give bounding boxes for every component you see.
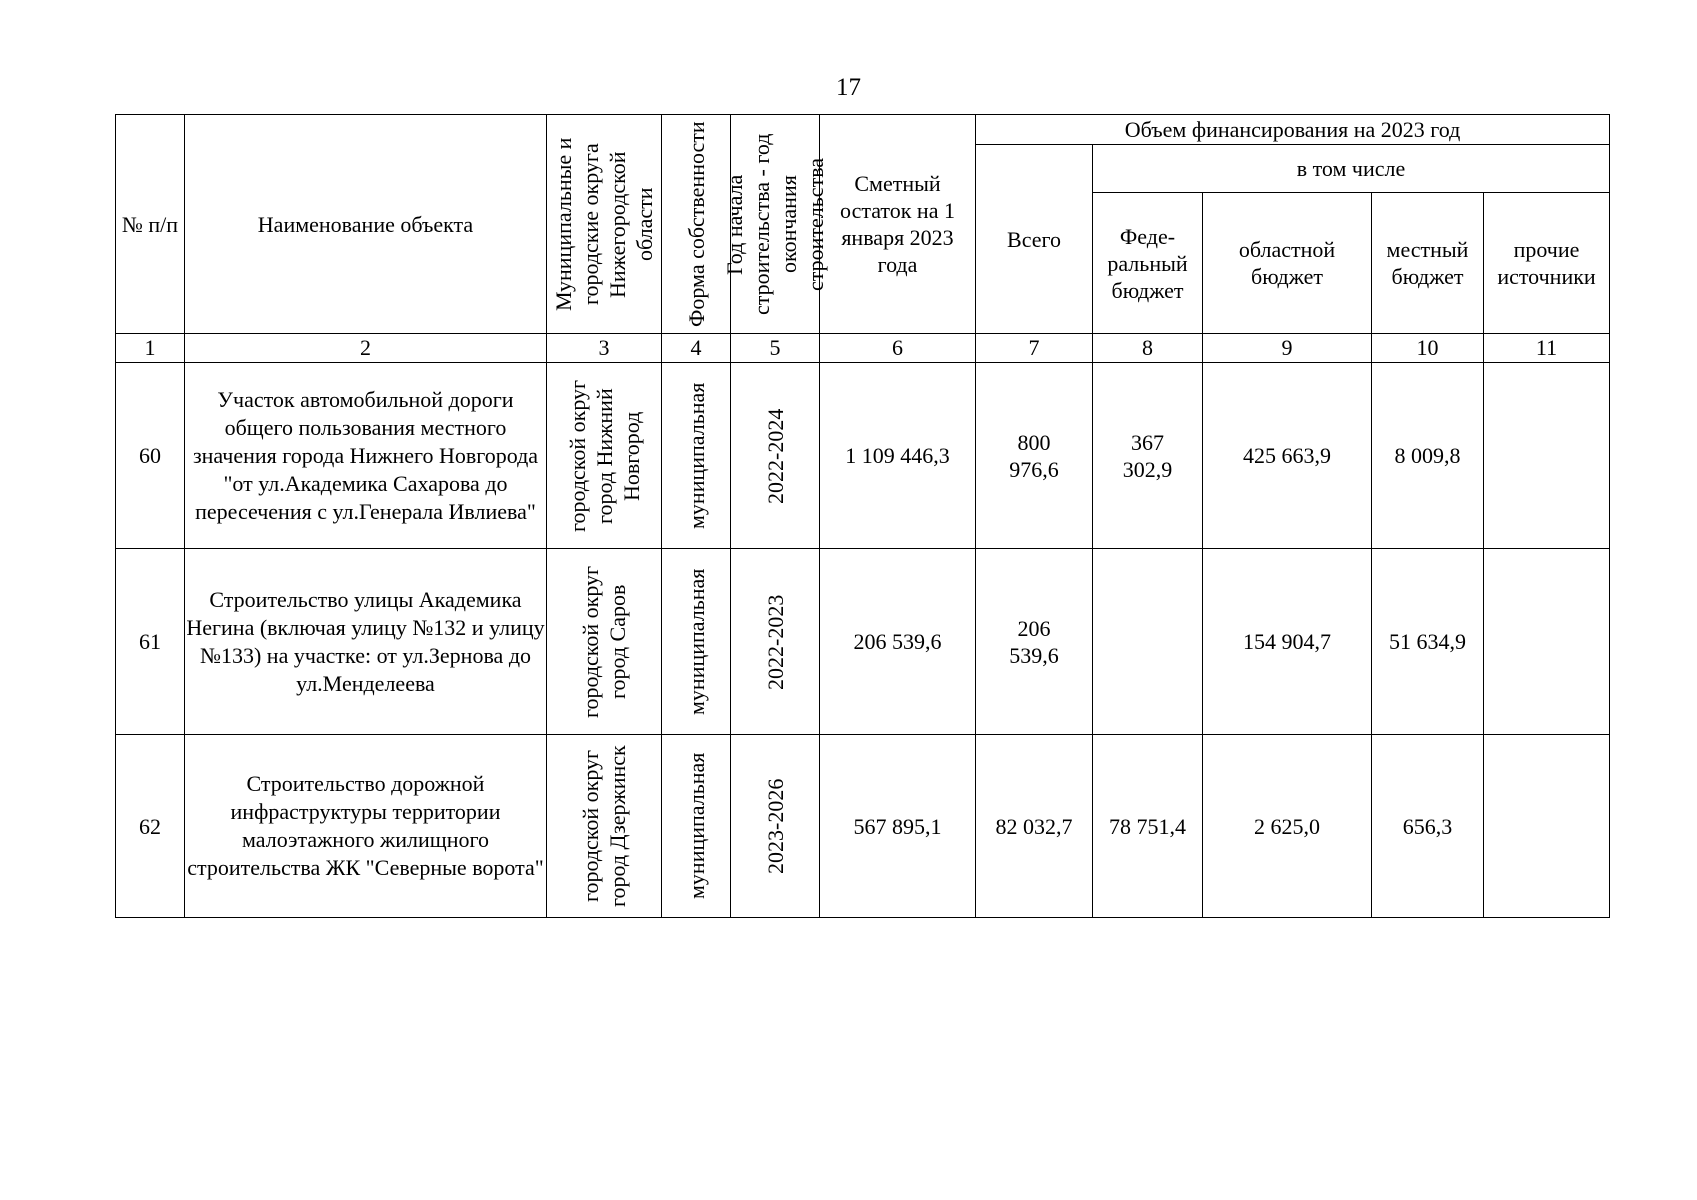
column-number: 2	[185, 334, 547, 363]
local-value: 8 009,8	[1372, 363, 1484, 549]
regional-value: 154 904,7	[1203, 549, 1372, 735]
header-regional: областной бюджет	[1203, 193, 1372, 334]
table-row	[116, 363, 1610, 549]
header-years	[722, 115, 828, 334]
ownership-text: муниципальная	[683, 382, 709, 529]
column-number: 6	[820, 334, 976, 363]
header-total: Всего	[976, 145, 1093, 334]
municipality-cell	[547, 735, 662, 918]
federal-value	[1093, 549, 1203, 735]
ownership-text: муниципальная	[683, 752, 709, 900]
column-number: 9	[1203, 334, 1372, 363]
header-municipality-text: Муниципальные и городские округа Нижегородской области	[551, 137, 657, 311]
column-number: 11	[1484, 334, 1610, 363]
regional-value: 2 625,0	[1203, 735, 1372, 918]
local-value: 51 634,9	[1372, 549, 1484, 735]
financing-table	[115, 114, 1610, 918]
other-value	[1484, 363, 1610, 549]
ownership-cell	[662, 735, 731, 918]
header-years-text: Год начала строительства - год окончания строительства	[722, 133, 828, 315]
table-row	[116, 549, 1610, 735]
years-cell	[731, 549, 820, 735]
object-name: Участок автомобильной дороги общего пользования местного значения города Нижнего Новгорода "от ул.Академика Сахарова до пересечения с ул.Генерала Ивлиева"	[185, 363, 547, 549]
total-value: 82 032,7	[976, 735, 1093, 918]
column-number-row	[116, 334, 1610, 363]
column-number: 3	[547, 334, 662, 363]
header-local: местный бюджет	[1372, 193, 1484, 334]
header-ownership-text: Форма собственности	[683, 121, 709, 327]
local-value: 656,3	[1372, 735, 1484, 918]
municipality-text: городской округ город Саров	[578, 565, 630, 718]
years-text: 2022-2023	[762, 593, 788, 690]
column-number: 8	[1093, 334, 1203, 363]
municipality-cell	[547, 363, 662, 549]
municipality-text: городской округ город Нижний Новгород	[564, 379, 644, 532]
total-value: 800 976,6	[976, 363, 1093, 549]
municipality-text: городской округ город Дзержинск	[578, 745, 630, 907]
federal-value: 78 751,4	[1093, 735, 1203, 918]
header-including: в том числе	[1093, 145, 1610, 193]
municipality-cell	[547, 549, 662, 735]
header-federal: Феде-ральный бюджет	[1093, 193, 1203, 334]
years-cell	[731, 363, 820, 549]
years-cell	[731, 735, 820, 918]
column-number: 1	[116, 334, 185, 363]
total-value: 206 539,6	[976, 549, 1093, 735]
ownership-cell	[662, 363, 731, 549]
object-name: Строительство дорожной инфраструктуры территории малоэтажного жилищного строительства ЖК "Северные ворота"	[185, 735, 547, 918]
header-other: прочие источники	[1484, 193, 1610, 334]
row-num: 61	[116, 549, 185, 735]
header-name: Наименование объекта	[185, 115, 547, 334]
other-value	[1484, 549, 1610, 735]
header-row-1	[116, 115, 1610, 145]
balance-value: 567 895,1	[820, 735, 976, 918]
ownership-cell	[662, 549, 731, 735]
header-num: № п/п	[116, 115, 185, 334]
column-number: 10	[1372, 334, 1484, 363]
page-number: 17	[836, 74, 861, 101]
row-num: 62	[116, 735, 185, 918]
table-row	[116, 735, 1610, 918]
object-name: Строительство улицы Академика Негина (включая улицу №132 и улицу №133) на участке: от ул.Зернова до ул.Менделеева	[185, 549, 547, 735]
row-num: 60	[116, 363, 185, 549]
balance-value: 206 539,6	[820, 549, 976, 735]
column-number: 4	[662, 334, 731, 363]
column-number: 5	[731, 334, 820, 363]
federal-value: 367 302,9	[1093, 363, 1203, 549]
other-value	[1484, 735, 1610, 918]
column-number: 7	[976, 334, 1093, 363]
header-municipality	[547, 115, 662, 334]
years-text: 2022-2024	[762, 407, 788, 504]
header-financing-group: Объем финансирования на 2023 год	[976, 115, 1610, 145]
ownership-text: муниципальная	[683, 568, 709, 715]
regional-value: 425 663,9	[1203, 363, 1372, 549]
header-balance: Сметный остаток на 1 января 2023 года	[820, 115, 976, 334]
years-text: 2023-2026	[762, 778, 788, 874]
balance-value: 1 109 446,3	[820, 363, 976, 549]
